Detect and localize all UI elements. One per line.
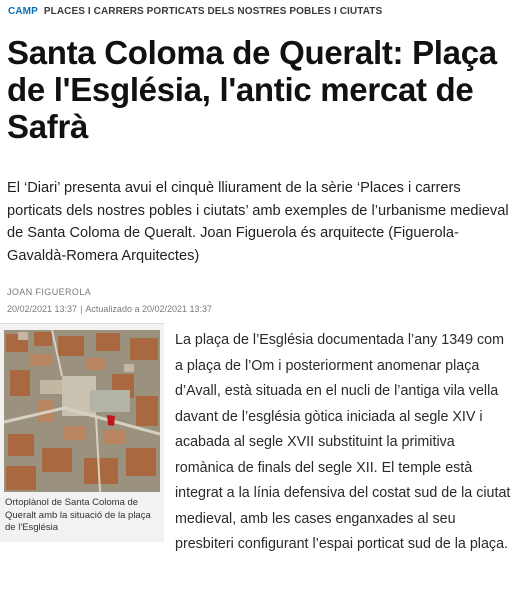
publish-dates <box>7 304 212 314</box>
updated-date: Actualizado a 20/02/2021 13:37 <box>85 304 213 314</box>
figure-box <box>0 323 164 542</box>
series-breadcrumb-link[interactable]: PLACES I CARRERS PORTICATS DELS NOSTRES POBLES I CIUTATS <box>43 6 383 17</box>
image-caption: Ortoplànol de Santa Coloma de Queralt amb la situació de la plaça de l'Església <box>5 497 151 533</box>
section-tag-link[interactable]: CAMP <box>8 6 38 17</box>
section-bar <box>8 6 508 22</box>
aerial-orthophoto-image[interactable] <box>4 330 160 492</box>
author-name[interactable]: JOAN FIGUEROLA <box>7 287 92 297</box>
date-separator: | <box>80 304 83 314</box>
published-date: 20/02/2021 13:37 <box>7 304 78 314</box>
article-lead: El ‘Diari’ presenta avui el cinquè lliurament de la sèrie ‘Places i carrers porticats dels nostres pobles i ciutats’ amb exemples de l’urbanisme medieval de Santa Coloma de Queralt. Joan Figuerola és arquitecte (Figuerola-Gavaldà-Romera Arquitectes) <box>7 180 509 264</box>
article-body-paragraph: La plaça de l’Església documentada l’any 1349 com a plaça de l’Om i posteriorment anomenar plaça d’Avall, està situada en el nucli de l’antiga vila vella davant de l’església gòtica iniciada al segle XIV i acabada al segle XVII substituint la primitiva romànica de finals del segle XII. El temple està integrat a la línia defensiva del costat sud de la ciutat medieval, amb les cases enganxades al seu presbiteri configurant l’espai porticat sud de la plaça. <box>175 332 511 552</box>
article-headline: Santa Coloma de Queralt: Plaça de l'Església, l'antic mercat de Safrà <box>7 34 497 145</box>
